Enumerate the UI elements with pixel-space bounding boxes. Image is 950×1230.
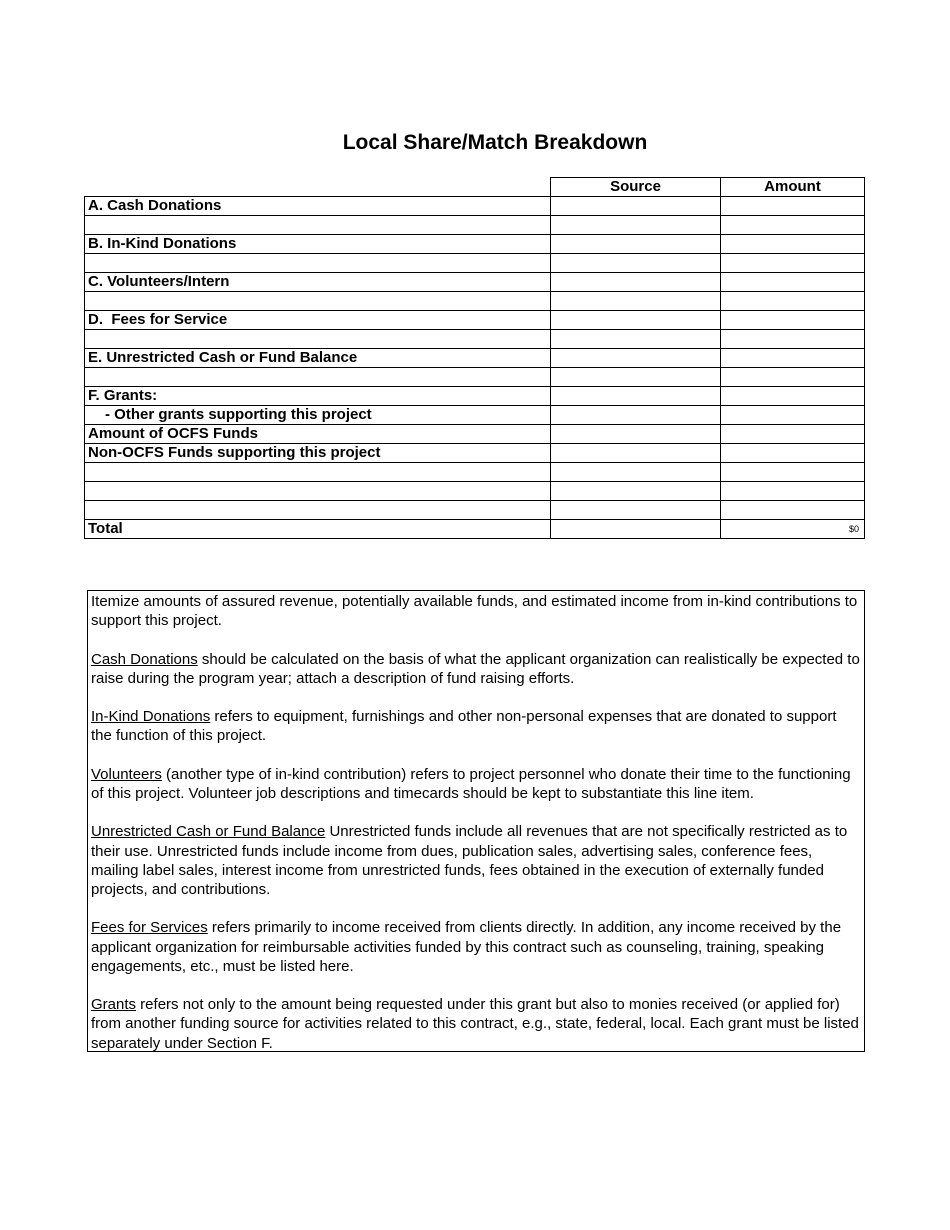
source-cell[interactable] [551, 330, 721, 349]
total-amount-value: $0 [721, 520, 865, 539]
label-cell-blank[interactable] [85, 368, 551, 387]
table-row-fees [85, 311, 865, 330]
row-label-grants: F. Grants: [85, 387, 551, 406]
label-cell-blank[interactable] [85, 216, 551, 235]
amount-cell[interactable] [721, 216, 865, 235]
amount-cell[interactable] [721, 482, 865, 501]
row-label-cash-donations: A. Cash Donations [85, 197, 551, 216]
table-row-blank [85, 501, 865, 520]
amount-cell[interactable] [721, 406, 865, 425]
source-cell[interactable] [551, 406, 721, 425]
table-row-total [85, 520, 865, 539]
label-cell-blank[interactable] [85, 463, 551, 482]
row-label-total: Total [85, 520, 551, 539]
table-row-in-kind [85, 235, 865, 254]
source-cell[interactable] [551, 273, 721, 292]
source-cell[interactable] [551, 463, 721, 482]
table-row-volunteers [85, 273, 865, 292]
label-cell-blank[interactable] [85, 254, 551, 273]
row-label-unrestricted: E. Unrestricted Cash or Fund Balance [85, 349, 551, 368]
row-label-in-kind: B. In-Kind Donations [85, 235, 551, 254]
source-cell[interactable] [551, 216, 721, 235]
local-share-table [84, 177, 865, 539]
volunteers-term: Volunteers [91, 765, 162, 783]
amount-cell[interactable] [721, 292, 865, 311]
table-row-unrestricted [85, 349, 865, 368]
source-cell[interactable] [551, 444, 721, 463]
source-cell[interactable] [551, 349, 721, 368]
page-title: Local Share/Match Breakdown [342, 131, 648, 154]
source-cell[interactable] [551, 311, 721, 330]
label-cell-blank[interactable] [85, 501, 551, 520]
amount-cell[interactable] [721, 197, 865, 216]
amount-cell[interactable] [721, 311, 865, 330]
source-cell[interactable] [551, 520, 721, 539]
unrestricted-paragraph [91, 822, 861, 899]
grants-term: Grants [91, 996, 137, 1014]
row-label-non-ocfs: Non-OCFS Funds supporting this project [85, 444, 551, 463]
source-cell[interactable] [551, 368, 721, 387]
amount-cell[interactable] [721, 501, 865, 520]
amount-cell[interactable] [721, 444, 865, 463]
instructions-box [87, 590, 865, 1052]
cash-donations-paragraph [91, 650, 861, 688]
source-cell[interactable] [551, 197, 721, 216]
label-cell-blank[interactable] [85, 330, 551, 349]
unrestricted-term: Unrestricted Cash or Fund Balance [91, 823, 326, 841]
fees-text: refers primarily to income received from clients directly. In addition, any income received by the applicant organization for reimbursable activities funded by this contract such as counseling, training, speaking engagements, etc., must be listed here. [91, 919, 842, 975]
source-cell[interactable] [551, 235, 721, 254]
source-cell[interactable] [551, 501, 721, 520]
amount-column-header: Amount [721, 178, 865, 197]
amount-cell[interactable] [721, 349, 865, 368]
table-row-non-ocfs [85, 444, 865, 463]
source-cell[interactable] [551, 387, 721, 406]
table-row-blank [85, 254, 865, 273]
table-row-blank [85, 463, 865, 482]
source-cell[interactable] [551, 425, 721, 444]
table-header-row [85, 178, 865, 197]
grants-text: refers not only to the amount being requested under this grant but also to monies received (or applied for) from another funding source for activities related to this contract, e.g., state, federal, local. Each grant must be listed separately under Section F. [91, 996, 859, 1052]
in-kind-text: refers to equipment, furnishings and other non-personal expenses that are donated to support the function of this project. [91, 708, 837, 745]
fees-term: Fees for Services [91, 919, 208, 937]
amount-cell[interactable] [721, 254, 865, 273]
source-cell[interactable] [551, 292, 721, 311]
table-row-ocfs-funds [85, 425, 865, 444]
row-label-other-grants: - Other grants supporting this project [85, 406, 551, 425]
table-row-blank [85, 292, 865, 311]
amount-cell[interactable] [721, 425, 865, 444]
amount-cell[interactable] [721, 387, 865, 406]
volunteers-text: (another type of in-kind contribution) refers to project personnel who donate their time to the functioning of this project. Volunteer job descriptions and timecards should be kept to substantiate this line item. [91, 765, 851, 802]
label-cell-blank[interactable] [85, 292, 551, 311]
in-kind-paragraph [91, 707, 861, 745]
unrestricted-text: Unrestricted funds include all revenues that are not specifically restricted as to their use. Unrestricted funds include income from dues, publication sales, advertising sales, conference fees, mailing label sales, interest income from unrestricted funds, fees obtained in the execution of externally funded projects, and contributions. [91, 823, 848, 898]
row-label-ocfs-funds: Amount of OCFS Funds [85, 425, 551, 444]
cash-donations-text: should be calculated on the basis of what the applicant organization can realistically be expected to raise during the program year; attach a description of fund raising efforts. [91, 650, 860, 687]
header-blank-cell [85, 178, 551, 197]
table-row-cash-donations [85, 197, 865, 216]
volunteers-paragraph [91, 765, 861, 803]
intro-paragraph: Itemize amounts of assured revenue, potentially available funds, and estimated income from in-kind contributions to support this project. [91, 593, 858, 630]
table-row-other-grants [85, 406, 865, 425]
in-kind-term: In-Kind Donations [91, 708, 211, 726]
cash-donations-term: Cash Donations [91, 650, 198, 668]
amount-cell[interactable] [721, 273, 865, 292]
label-cell-blank[interactable] [85, 482, 551, 501]
fees-paragraph [91, 918, 861, 976]
row-label-fees: D. Fees for Service [85, 311, 551, 330]
source-cell[interactable] [551, 254, 721, 273]
source-cell[interactable] [551, 482, 721, 501]
table-row-blank [85, 482, 865, 501]
table-row-blank [85, 216, 865, 235]
amount-cell[interactable] [721, 235, 865, 254]
amount-cell[interactable] [721, 330, 865, 349]
table-row-blank [85, 330, 865, 349]
amount-cell[interactable] [721, 368, 865, 387]
table-row-blank [85, 368, 865, 387]
grants-paragraph [91, 995, 861, 1053]
row-label-volunteers: C. Volunteers/Intern [85, 273, 551, 292]
amount-cell[interactable] [721, 463, 865, 482]
table-row-grants [85, 387, 865, 406]
source-column-header: Source [551, 178, 721, 197]
